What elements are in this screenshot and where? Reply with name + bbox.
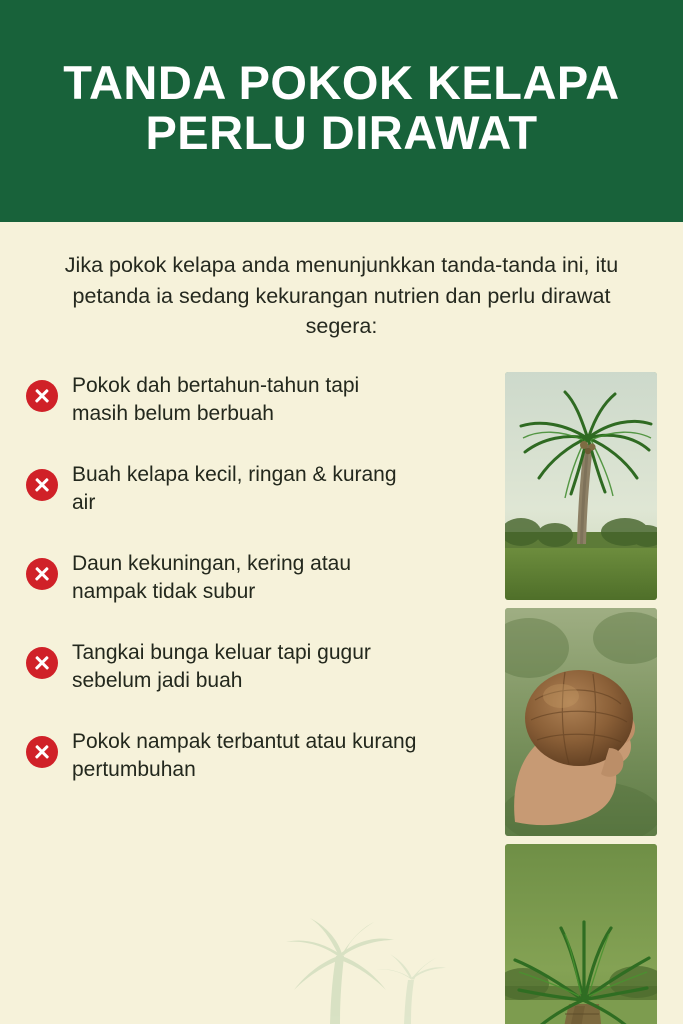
page-title: TANDA POKOK KELAPA PERLU DIRAWAT — [63, 56, 620, 159]
photo-coconut-in-hand — [505, 608, 657, 836]
list-item — [26, 550, 495, 612]
list-item-label: Tangkai bunga keluar tapi gugur sebelum jadi buah — [72, 640, 371, 692]
list-item — [26, 728, 495, 790]
red-x-icon — [26, 558, 58, 590]
list-item-label: Daun kekuningan, kering atau nampak tidak subur — [72, 551, 352, 603]
intro-paragraph: Jika pokok kelapa anda menunjunkkan tanda-tanda ini, itu petanda ia sedang kekurangan nutrien dan perlu dirawat segera: — [64, 253, 619, 339]
list-item — [26, 461, 495, 523]
poster-header — [0, 0, 683, 222]
list-item-label: Pokok dah bertahun-tahun tapi masih belum berbuah — [72, 373, 360, 425]
red-x-icon — [26, 647, 58, 679]
red-x-icon — [26, 736, 58, 768]
main-content — [0, 348, 683, 1024]
symptom-list — [26, 366, 495, 1024]
list-item-label: Buah kelapa kecil, ringan & kurang air — [72, 462, 397, 514]
photo-column — [505, 366, 657, 1024]
list-item — [26, 639, 495, 701]
red-x-icon — [26, 380, 58, 412]
red-x-icon — [26, 469, 58, 501]
photo-coconut-tree — [505, 372, 657, 600]
list-item-label: Pokok nampak terbantut atau kurang pertumbuhan — [72, 729, 417, 781]
list-item — [26, 372, 495, 434]
photo-young-palm — [505, 844, 657, 1024]
